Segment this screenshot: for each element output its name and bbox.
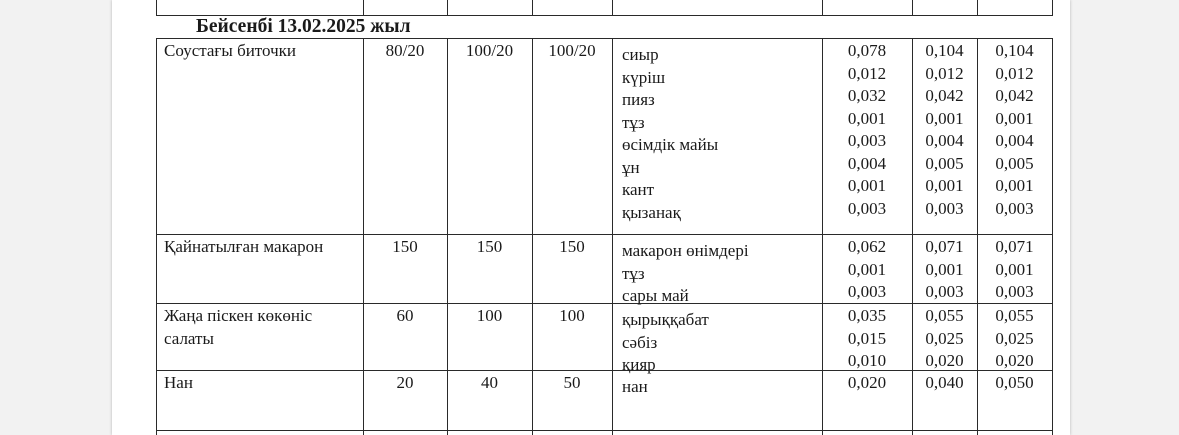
amount-value: 0,001 <box>847 108 887 128</box>
ingredient-name: сәбіз <box>622 332 658 352</box>
amount-value: 0,004 <box>925 131 964 150</box>
amount-value: 0,003 <box>847 282 887 301</box>
prev-table-column-line <box>363 0 364 16</box>
amount-value: 0,032 <box>847 86 887 105</box>
prev-table-column-line <box>447 0 448 16</box>
dish-name: Қайнатылған макарон <box>164 237 324 256</box>
amount-value: 0,062 <box>847 237 887 256</box>
prev-table-border <box>1052 0 1053 16</box>
portion-value: 150 <box>392 237 418 256</box>
table-column-line <box>156 38 157 435</box>
portion-value: 40 <box>481 373 498 392</box>
prev-table-column-line <box>822 0 823 16</box>
ingredient-name: тұз <box>622 112 645 132</box>
dish-name: Соустағы биточки <box>164 41 296 60</box>
prev-table-column-line <box>612 0 613 16</box>
amount-value: 0,025 <box>995 328 1034 348</box>
amount-value: 0,040 <box>925 373 964 392</box>
ingredient-name: сары май <box>622 286 689 305</box>
prev-table-bottom-line <box>156 15 1052 16</box>
prev-table-column-line <box>532 0 533 16</box>
portion-value: 50 <box>563 373 581 392</box>
amount-value: 0,005 <box>995 153 1034 173</box>
table-row-line <box>156 430 1052 431</box>
ingredient-name: қызанақ <box>622 202 681 222</box>
prev-table-column-line <box>912 0 913 16</box>
amount-value: 0,001 <box>847 259 887 279</box>
table-column-line <box>612 38 613 435</box>
portion-value: 60 <box>396 306 414 325</box>
portion-value: 80/20 <box>385 41 425 60</box>
prev-table-border <box>156 0 157 16</box>
ingredient-name: нан <box>622 377 648 396</box>
ingredient-name: қырыққабат <box>622 310 709 329</box>
amount-value: 0,001 <box>995 176 1034 195</box>
portion-value: 150 <box>559 237 585 256</box>
prev-table-column-line <box>977 0 978 16</box>
amount-value: 0,001 <box>995 259 1034 279</box>
amount-value: 0,042 <box>925 86 964 105</box>
amount-value: 0,003 <box>847 198 887 218</box>
portion-value: 100/20 <box>548 41 596 60</box>
dish-name: Жаңа піскен көкөніс салаты <box>164 306 313 348</box>
table-column-line <box>1052 38 1053 435</box>
amount-value: 0,020 <box>847 373 887 392</box>
amount-value: 0,010 <box>847 351 887 370</box>
ingredient-name: қияр <box>622 355 656 374</box>
amount-value: 0,004 <box>995 131 1034 150</box>
ingredient-name: өсімдік майы <box>622 135 719 154</box>
amount-value: 0,012 <box>995 63 1034 83</box>
amount-value: 0,042 <box>995 86 1034 105</box>
ingredient-name: пияз <box>622 90 655 109</box>
amount-value: 0,035 <box>847 306 887 325</box>
dish-name: Нан <box>164 373 193 392</box>
amount-value: 0,001 <box>847 176 887 195</box>
amount-value: 0,012 <box>925 63 964 83</box>
portion-value: 100/20 <box>465 41 514 60</box>
amount-value: 0,003 <box>995 198 1034 218</box>
amount-value: 0,015 <box>847 328 887 348</box>
amount-value: 0,003 <box>995 282 1034 301</box>
portion-value: 100 <box>559 306 585 325</box>
amount-value: 0,078 <box>847 41 887 60</box>
amount-value: 0,004 <box>847 153 887 173</box>
amount-value: 0,104 <box>995 41 1034 60</box>
amount-value: 0,104 <box>925 41 964 60</box>
ingredient-name: ұн <box>622 157 640 177</box>
ingredient-name: макарон өнімдері <box>622 241 749 260</box>
amount-value: 0,012 <box>847 63 887 83</box>
table-row-line <box>156 234 1052 235</box>
table-row-line <box>156 38 1052 39</box>
amount-value: 0,005 <box>925 153 964 173</box>
amount-value: 0,020 <box>925 351 964 370</box>
ingredient-name: сиыр <box>622 45 659 64</box>
amount-value: 0,003 <box>925 282 964 301</box>
amount-value: 0,001 <box>925 259 964 279</box>
ingredient-name: кант <box>622 180 655 199</box>
ingredient-name: тұз <box>622 263 645 283</box>
amount-value: 0,071 <box>995 237 1034 256</box>
ingredient-name: күріш <box>622 67 666 87</box>
portion-value: 20 <box>396 373 414 392</box>
amount-value: 0,003 <box>847 131 887 150</box>
amount-value: 0,001 <box>925 176 964 195</box>
amount-value: 0,025 <box>925 328 964 348</box>
amount-value: 0,020 <box>995 351 1034 370</box>
amount-value: 0,003 <box>925 198 964 218</box>
amount-value: 0,001 <box>995 108 1034 128</box>
portion-value: 150 <box>476 237 503 256</box>
amount-value: 0,055 <box>995 306 1034 325</box>
amount-value: 0,055 <box>925 306 964 325</box>
amount-value: 0,071 <box>925 237 964 256</box>
day-title: Бейсенбі 13.02.2025 жыл <box>196 16 411 37</box>
amount-value: 0,050 <box>995 373 1034 392</box>
portion-value: 100 <box>476 306 503 325</box>
amount-value: 0,001 <box>925 108 964 128</box>
